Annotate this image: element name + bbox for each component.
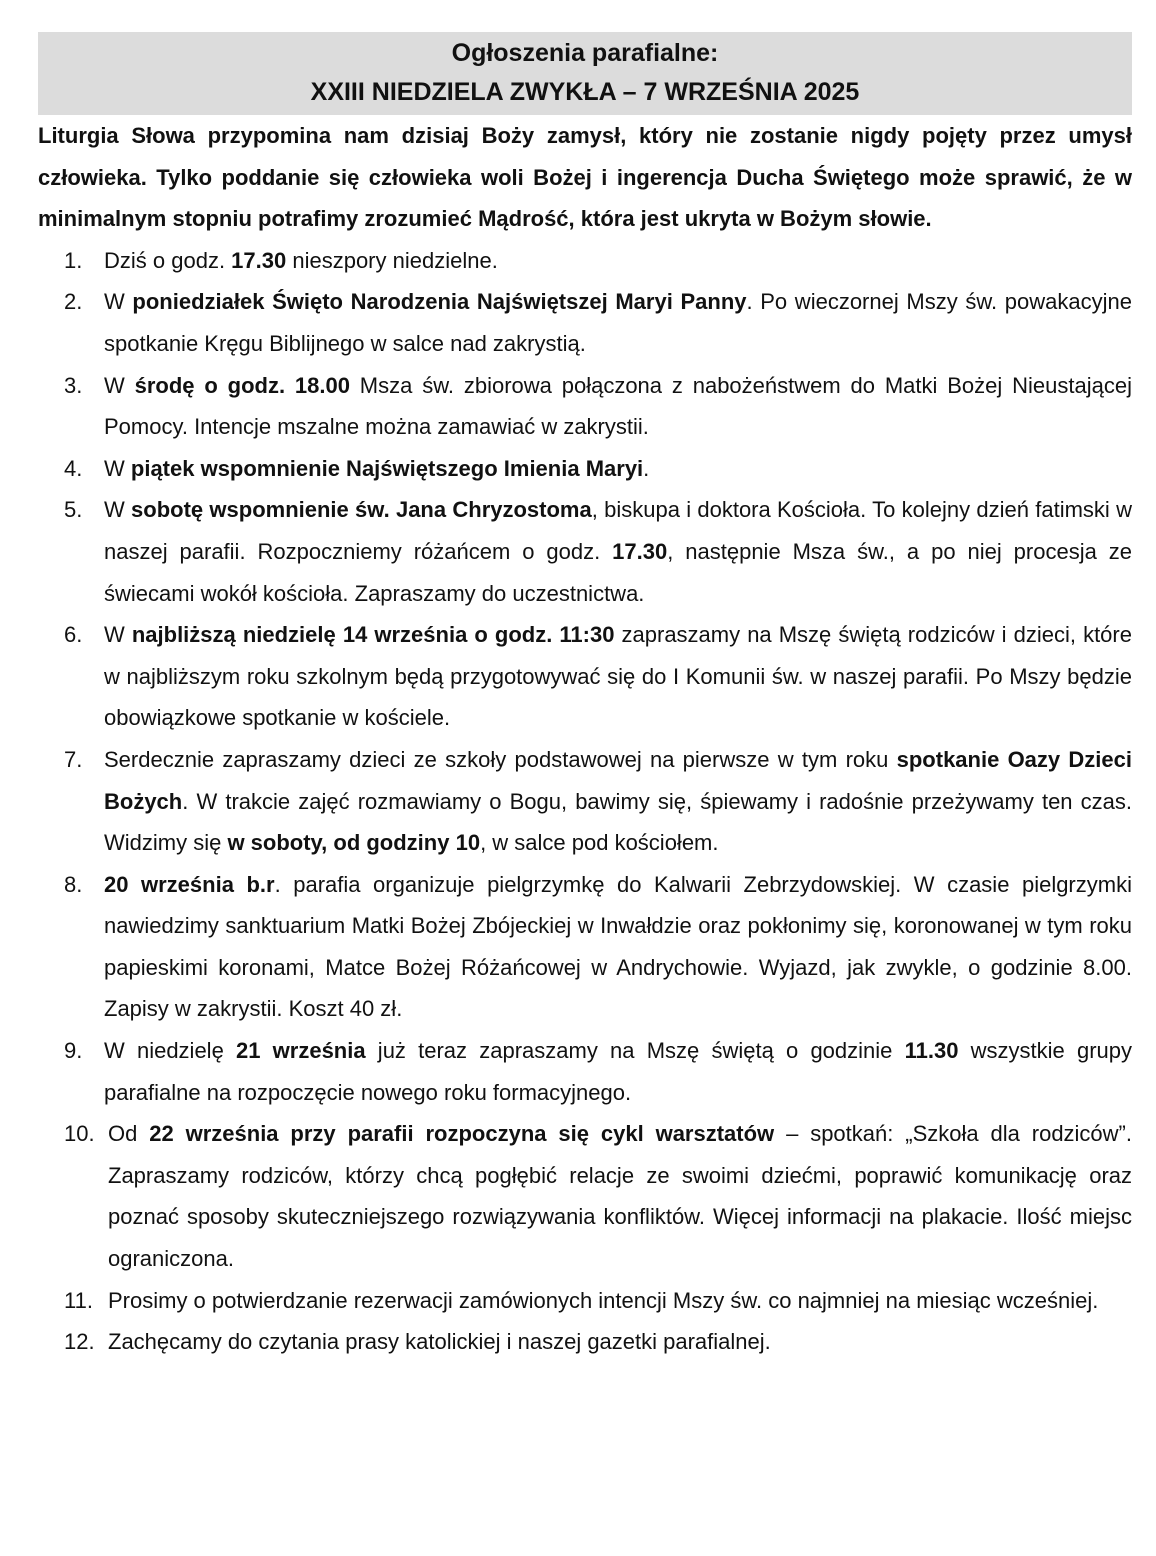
item-text: wszystkie grupy parafialne na rozpoczęcie nowego roku formacyjnego. [104, 1038, 1132, 1105]
item-text: Msza św. zbiorowa połączona z nabożeństwem do Matki Bożej Nieustającej Pomocy. Intencje mszalne można zamawiać w zakrystii. [104, 372, 1132, 440]
announcement-item [38, 365, 1132, 448]
item-number: 11. [64, 1287, 93, 1313]
item-text-bold: 22 września przy parafii rozpoczyna się cykl warsztatów [149, 1121, 775, 1147]
announcement-item [38, 240, 1132, 282]
item-text-bold: najbliższą niedzielę 14 września o godz. 11:30 [131, 622, 615, 648]
announcement-item [38, 1321, 1132, 1363]
announcement-item [38, 489, 1132, 614]
announcement-item [38, 1030, 1132, 1113]
item-text: Od [108, 1121, 150, 1147]
announcement-item [38, 281, 1132, 364]
item-text: W [104, 497, 132, 523]
item-text: , w salce pod kościołem. [480, 830, 719, 856]
item-text-bold: 17.30 [231, 247, 287, 273]
announcement-item [38, 864, 1132, 1030]
item-number: 9. [64, 1038, 83, 1064]
item-number: 7. [64, 746, 83, 772]
announcement-item [38, 614, 1132, 739]
item-text: , następnie Msza św., a po niej procesja ze świecami wokół kościoła. Zapraszamy do uczestnictwa. [104, 538, 1132, 606]
item-text-bold: piątek wspomnienie Najświętszego Imienia Maryi [130, 455, 644, 481]
item-number: 3. [64, 372, 83, 398]
announcement-item [38, 739, 1132, 864]
item-number: 6. [64, 622, 83, 648]
item-number: 5. [64, 497, 83, 523]
item-number: 8. [64, 871, 83, 897]
announcement-item [38, 448, 1132, 490]
item-text-bold: środę o godz. 18.00 [134, 372, 350, 398]
item-text-bold: sobotę wspomnienie św. Jana Chryzostoma [131, 497, 592, 523]
item-text: W [104, 622, 132, 648]
item-text-bold: 21 września [236, 1038, 366, 1064]
announcements-page [38, 32, 1132, 1363]
item-text: Dziś o godz. [104, 247, 232, 273]
item-text: W [104, 455, 131, 481]
item-text-bold: poniedziałek Święto Narodzenia Najświętszej Maryi Panny [132, 289, 747, 315]
item-number: 12. [64, 1329, 95, 1355]
item-text: już teraz zapraszamy na Mszę świętą o godzinie [365, 1038, 905, 1064]
item-text: W [104, 289, 133, 315]
item-text: zapraszamy na Mszę świętą rodziców i dzieci, które w najbliższym roku szkolnym będą przygotowywać się do I Komunii św. w naszej parafii. Po Mszy będzie obowiązkowe spotkanie w kościele. [104, 622, 1132, 731]
item-text: Prosimy o potwierdzanie rezerwacji zamówionych intencji Mszy św. co najmniej na miesiąc wcześniej. [108, 1287, 1099, 1313]
item-text: W niedzielę [104, 1038, 236, 1064]
item-text: Zachęcamy do czytania prasy katolickiej i naszej gazetki parafialnej. [108, 1329, 771, 1355]
item-text-bold: spotkanie Oazy Dzieci Bożych [104, 746, 1132, 814]
item-number: 4. [64, 455, 83, 481]
announcement-item [38, 1113, 1132, 1279]
item-text: . [643, 455, 650, 481]
announcement-list [38, 240, 1132, 1363]
item-text: , biskupa i doktora Kościoła. To kolejny dzień fatimski w naszej parafii. Rozpoczniemy różańcem o godz. [104, 497, 1132, 564]
intro-paragraph: Liturgia Słowa przypomina nam dzisiaj Boży zamysł, który nie zostanie nigdy pojęty przez umysł człowieka. Tylko poddanie się człowieka woli Bożej i ingerencja Ducha Świętego może sprawić, że w minimalnym stopniu potrafimy zrozumieć Mądrość, która jest ukryta w Bożym słowie. [38, 123, 1132, 232]
item-text: . Po wieczornej Mszy św. powakacyjne spotkanie Kręgu Biblijnego w salce nad zakrystią. [104, 289, 1132, 356]
item-number: 1. [64, 247, 83, 273]
item-text: . parafia organizuje pielgrzymkę do Kalwarii Zebrzydowskiej. W czasie pielgrzymki nawiedzimy sanktuarium Matki Bożej Zbójeckiej w Inwałdzie oraz pokłonimy się, koronowanej w tym roku papieskimi koronami, Matce Bożej Różańcowej w Andrychowie. Wyjazd, jak zwykle, o godzinie 8.00. Zapisy w zakrystii. Koszt 40 zł. [104, 871, 1132, 1022]
announcement-item [38, 1280, 1132, 1322]
header-banner [38, 32, 1132, 115]
item-text: W [104, 372, 135, 398]
item-number: 2. [64, 289, 83, 315]
page-subtitle: XXIII NIEDZIELA ZWYKŁA – 7 WRZEŚNIA 2025 [310, 78, 860, 106]
page-title: Ogłoszenia parafialne: [451, 39, 719, 67]
item-text: – spotkań: „Szkoła dla rodziców”. Zapraszamy rodziców, którzy chcą pogłębić relacje ze swoimi dziećmi, poprawić komunikację oraz poznać sposoby skuteczniejszego rozwiązywania konfliktów. Więcej informacji na plakacie. Ilość miejsc ograniczona. [108, 1121, 1132, 1272]
item-text: nieszpory niedzielne. [286, 247, 498, 273]
item-text: . W trakcie zajęć rozmawiamy o Bogu, bawimy się, śpiewamy i radośnie przeżywamy ten czas. Widzimy się [104, 788, 1132, 856]
item-number: 10. [64, 1121, 95, 1147]
item-text: Serdecznie zapraszamy dzieci ze szkoły podstawowej na pierwsze w tym roku [104, 746, 897, 772]
item-text-bold: w soboty, od godziny 10 [227, 830, 481, 856]
item-text-bold: 11.30 [904, 1038, 959, 1064]
item-text-bold: 20 września b.r [104, 871, 275, 897]
item-text-bold: 17.30 [612, 538, 668, 564]
